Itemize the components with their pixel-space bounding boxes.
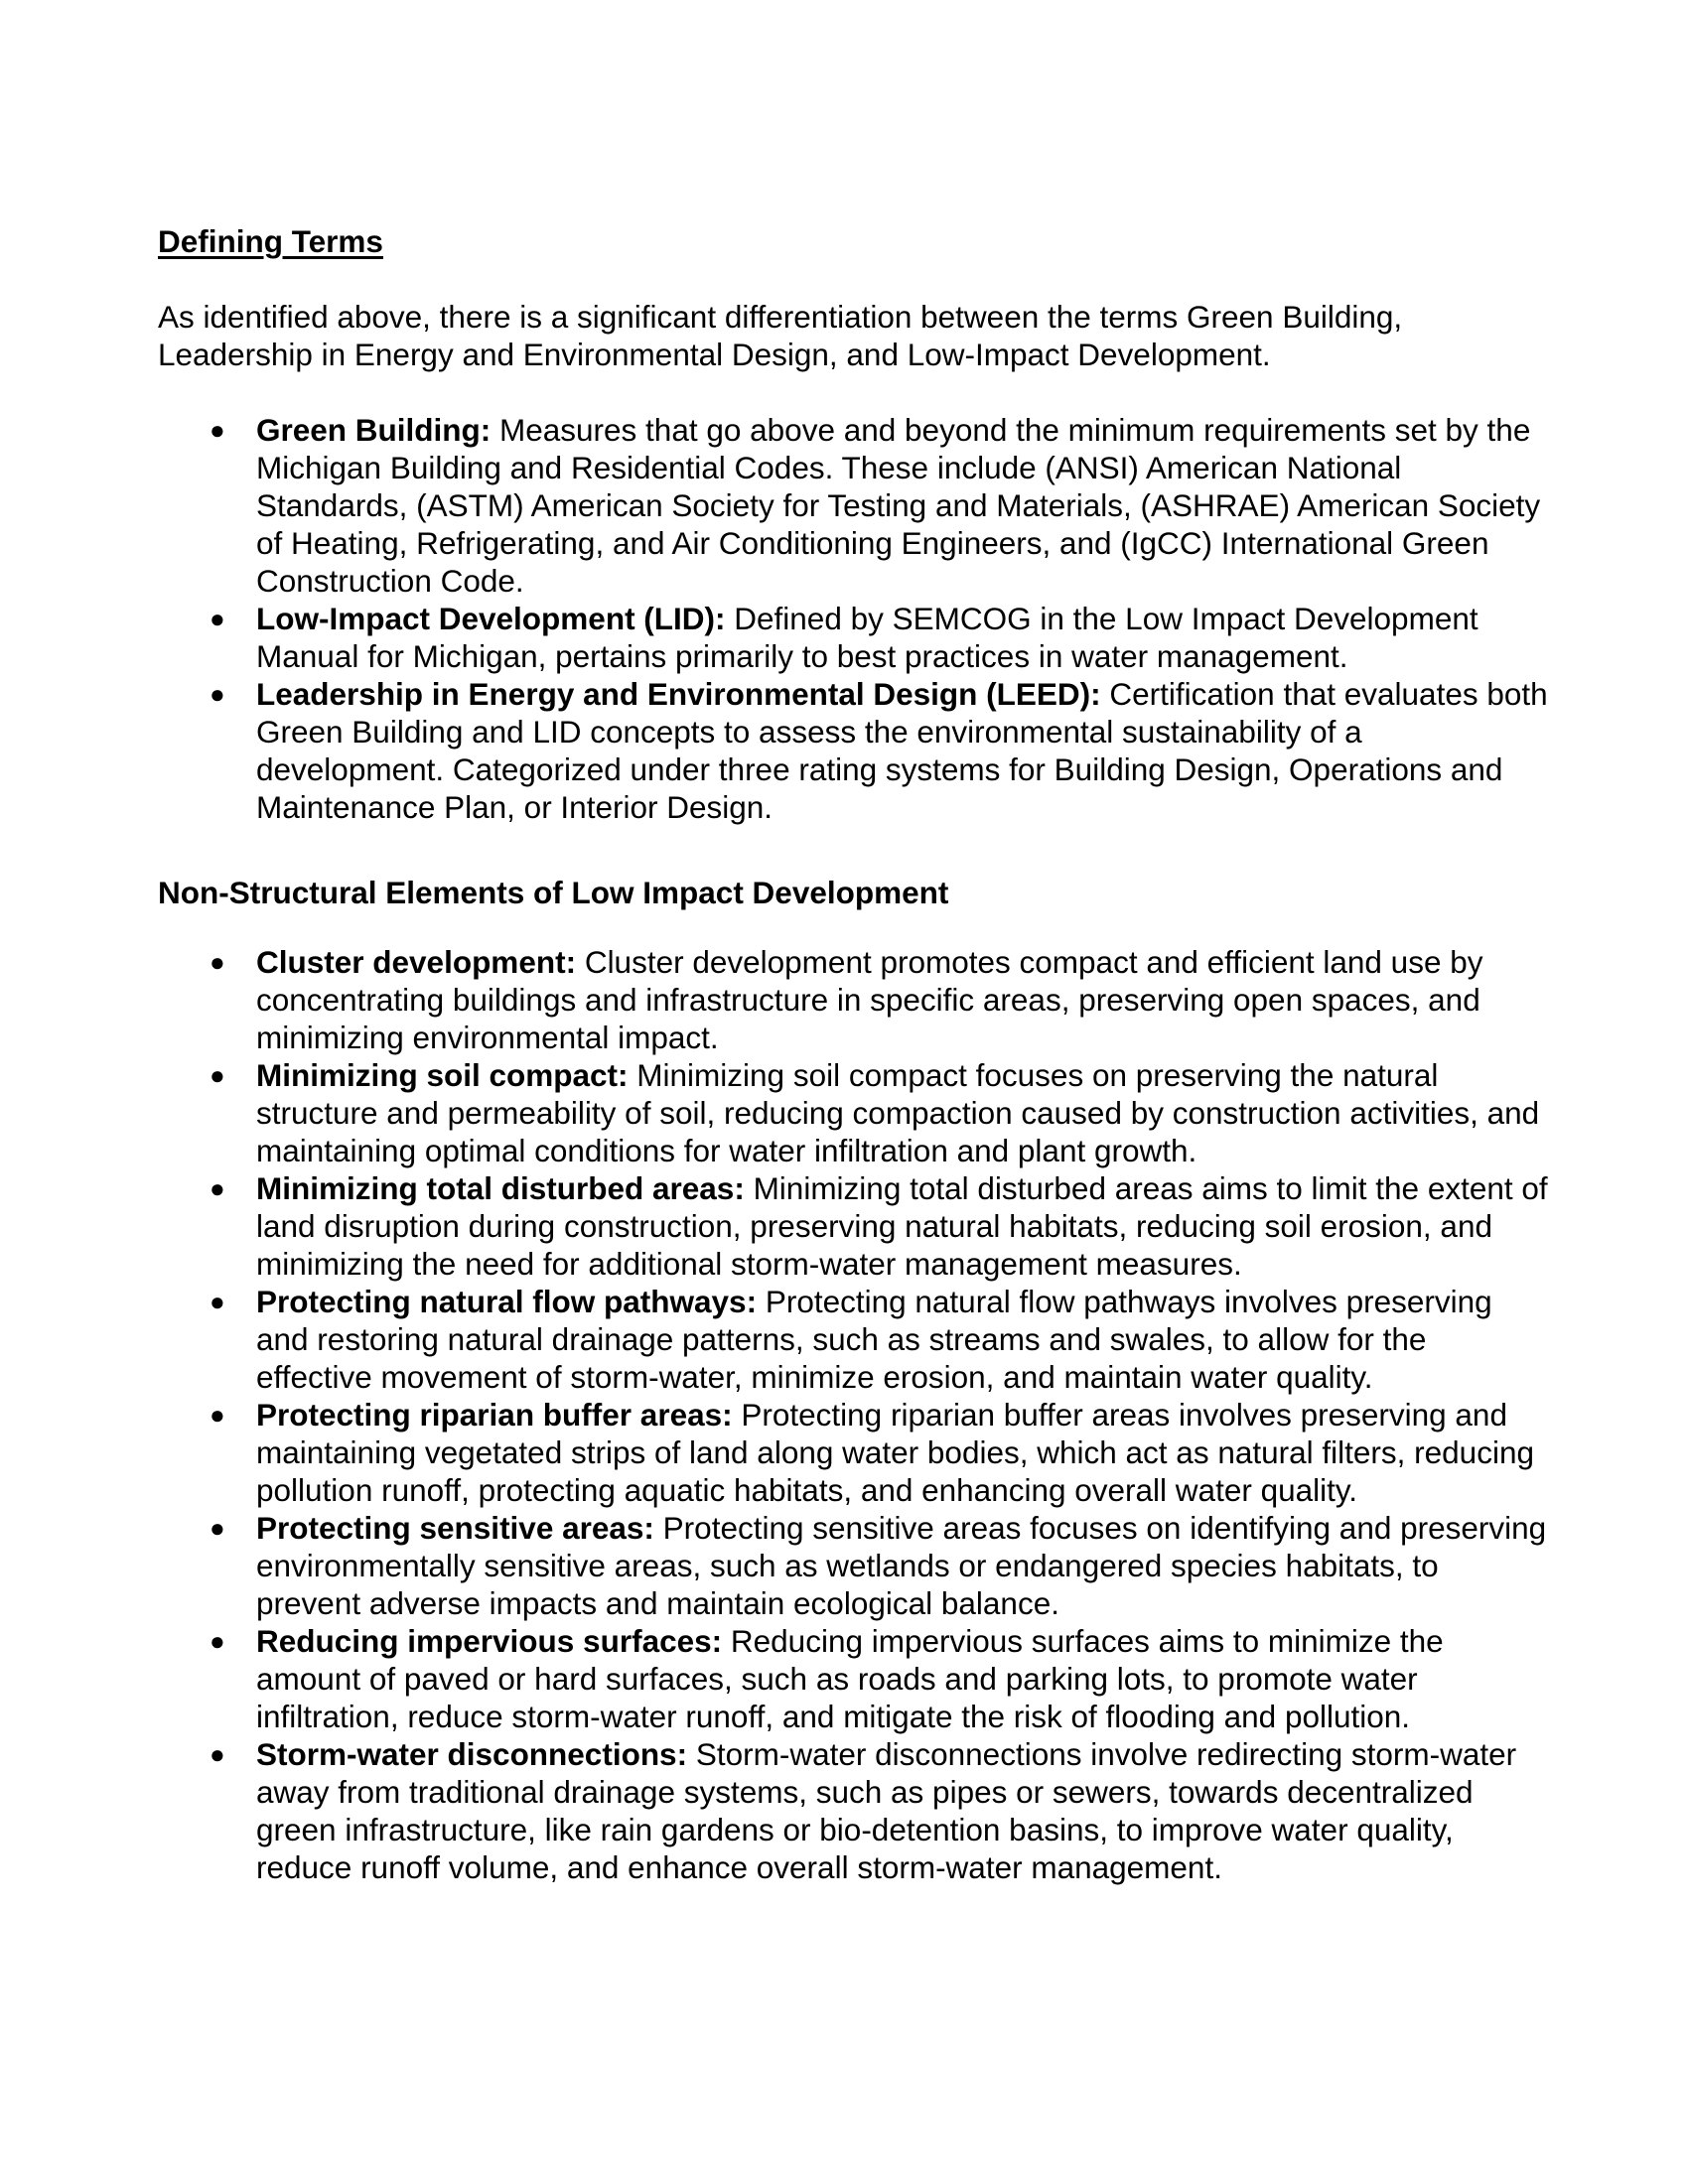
bullet-icon: ● — [210, 604, 225, 633]
section-heading-defining-terms: Defining Terms — [158, 223, 383, 259]
bullet-icon: ● — [210, 1739, 225, 1769]
list-item-soil-compact — [158, 1056, 1548, 1169]
bullet-icon: ● — [210, 415, 225, 445]
term-label: Leadership in Energy and Environmental Design (LEED): — [256, 676, 1101, 712]
term-description: Protecting riparian buffer areas involves preserving and maintaining vegetated strips of land along water bodies, which act as natural filters, reducing pollution runoff, protecting aquatic habitats, and enhancing overall water quality. — [256, 1397, 1534, 1508]
bullet-icon: ● — [210, 1060, 225, 1090]
bullet-icon: ● — [210, 1287, 225, 1316]
term-description: Cluster development promotes compact and efficient land use by concentrating buildings and infrastructure in specific areas, preserving open spaces, and minimizing environmental impact. — [256, 944, 1483, 1055]
list-item-cluster-development — [158, 943, 1548, 1056]
list-item-green-building — [158, 411, 1548, 600]
term-label: Reducing impervious surfaces: — [256, 1623, 723, 1659]
term-label: Green Building: — [256, 412, 492, 448]
list-item-disturbed-areas — [158, 1169, 1548, 1283]
list-item-stormwater-disconnections — [158, 1735, 1548, 1886]
section-heading-non-structural: Non-Structural Elements of Low Impact Development — [158, 875, 949, 910]
bullet-icon: ● — [210, 1400, 225, 1430]
list-item-riparian-buffer — [158, 1396, 1548, 1509]
term-description: Protecting natural flow pathways involves preserving and restoring natural drainage patterns, such as streams and swales, to allow for the effective movement of storm-water, minimize erosion, and maintain water quality. — [256, 1284, 1492, 1395]
list-item-sensitive-areas — [158, 1509, 1548, 1622]
bullet-icon: ● — [210, 1626, 225, 1656]
bullet-icon: ● — [210, 1173, 225, 1203]
term-label: Protecting sensitive areas: — [256, 1510, 654, 1546]
term-description: Measures that go above and beyond the minimum requirements set by the Michigan Building and Residential Codes. These include (ANSI) American National Standards, (ASTM) American Society for Testing and Materials, (ASHRAE) American Society of Heating, Refrigerating, and Air Conditioning Engineers, and (IgCC) International Green Construction Code. — [256, 412, 1541, 599]
term-label: Minimizing soil compact: — [256, 1057, 629, 1093]
bullet-icon: ● — [210, 679, 225, 709]
term-description: Minimizing soil compact focuses on preserving the natural structure and permeability of soil, reducing compaction caused by construction activities, and maintaining optimal conditions for water infiltration and plant growth. — [256, 1057, 1540, 1168]
term-description: Storm-water disconnections involve redirecting storm-water away from traditional drainage systems, such as pipes or sewers, towards decentralized green infrastructure, like rain gardens or bio-detention basins, to improve water quality, reduce runoff volume, and enhance overall storm-water management. — [256, 1736, 1517, 1885]
term-label: Low-Impact Development (LID): — [256, 601, 726, 636]
term-label: Protecting natural flow pathways: — [256, 1284, 758, 1319]
term-label: Minimizing total disturbed areas: — [256, 1170, 745, 1206]
term-label: Protecting riparian buffer areas: — [256, 1397, 733, 1433]
list-item-flow-pathways — [158, 1283, 1548, 1396]
non-structural-elements-list — [158, 943, 1548, 1886]
term-label: Cluster development: — [256, 944, 577, 980]
term-description: Reducing impervious surfaces aims to minimize the amount of paved or hard surfaces, such as roads and parking lots, to promote water infiltration, reduce storm-water runoff, and mitigate the risk of flooding and pollution. — [256, 1623, 1444, 1734]
term-label: Storm-water disconnections: — [256, 1736, 688, 1772]
term-description: Minimizing total disturbed areas aims to limit the extent of land disruption during construction, preserving natural habitats, reducing soil erosion, and minimizing the need for additional storm-water management measures. — [256, 1170, 1548, 1282]
term-description: Certification that evaluates both Green Building and LID concepts to assess the environmental sustainability of a development. Categorized under three rating systems for Building Design, Operations and Maintenance Plan, or Interior Design. — [256, 676, 1548, 825]
defining-terms-list — [158, 411, 1548, 826]
bullet-icon: ● — [210, 1513, 225, 1543]
document-page — [158, 222, 1548, 1886]
list-item-leed — [158, 675, 1548, 826]
list-item-lid — [158, 600, 1548, 675]
list-item-impervious-surfaces — [158, 1622, 1548, 1735]
bullet-icon: ● — [210, 947, 225, 977]
term-description: Protecting sensitive areas focuses on identifying and preserving environmentally sensitive areas, such as wetlands or endangered species habitats, to prevent adverse impacts and maintain ecological balance. — [256, 1510, 1547, 1621]
intro-paragraph: As identified above, there is a significant differentiation between the terms Green Building, Leadership in Energy and Environmental Design, and Low-Impact Development. — [158, 299, 1403, 372]
term-description: Defined by SEMCOG in the Low Impact Development Manual for Michigan, pertains primarily to best practices in water management. — [256, 601, 1478, 674]
